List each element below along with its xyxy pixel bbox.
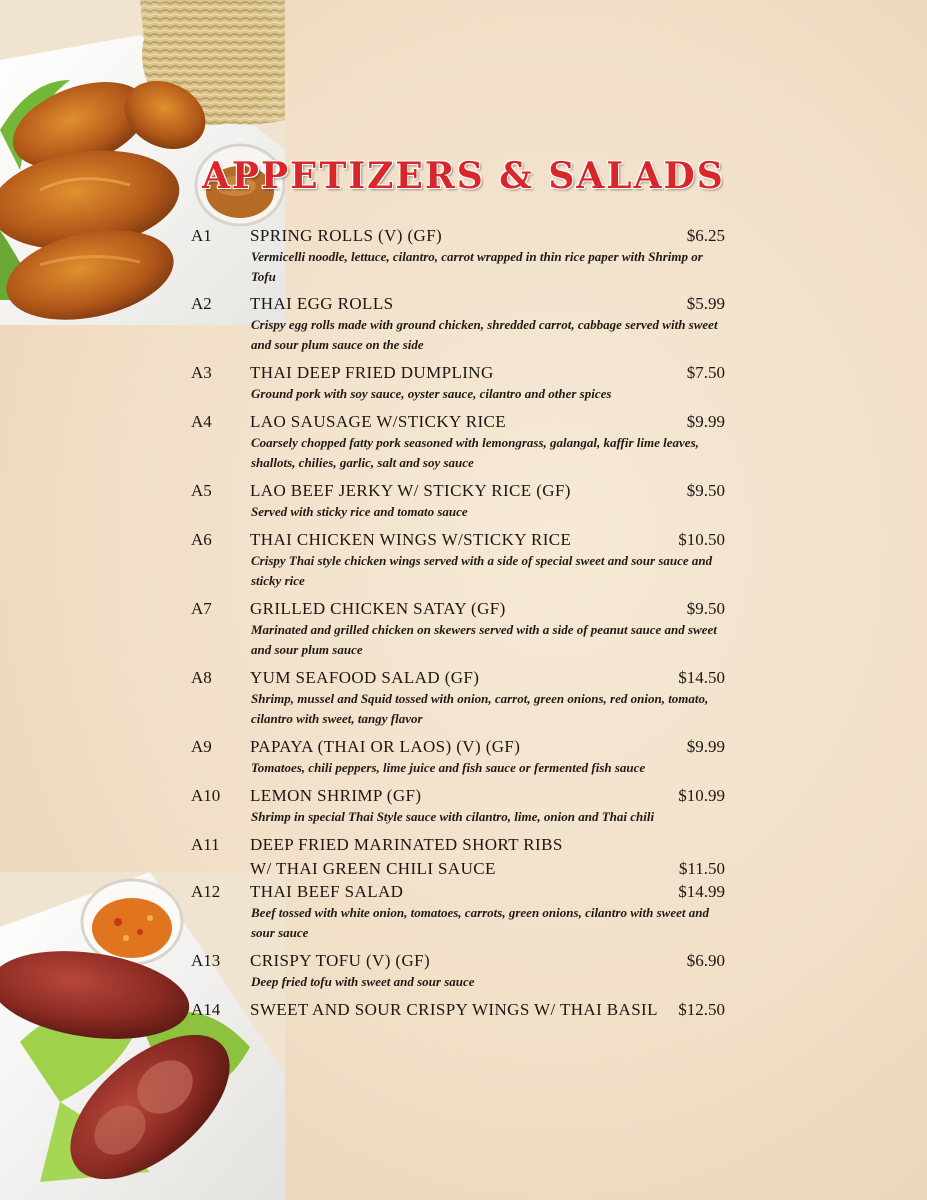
item-name: GRILLED CHICKEN SATAY (GF) [250, 599, 506, 618]
item-price: $12.50 [678, 1000, 725, 1019]
item-price: $9.99 [686, 737, 725, 756]
item-price: $14.50 [678, 668, 725, 687]
item-price: $10.99 [678, 786, 725, 805]
item-code: A9 [191, 737, 212, 756]
item-description: Deep fried tofu with sweet and sour sauce [251, 974, 475, 989]
item-description: Marinated and grilled chicken on skewers served with a side of peanut sauce and sweet and sour plum sauce [251, 622, 717, 657]
item-name: CRISPY TOFU (V) (GF) [250, 951, 431, 970]
item-name: THAI EGG ROLLS [250, 294, 394, 313]
item-name: THAI CHICKEN WINGS W/STICKY RICE [250, 530, 572, 549]
item-description: Beef tossed with white onion, tomatoes, carrots, green onions, cilantro with sweet and sour sauce [251, 905, 709, 940]
item-name: LAO SAUSAGE W/STICKY RICE [250, 412, 507, 431]
item-description: Shrimp in special Thai Style sauce with cilantro, lime, onion and Thai chili [251, 809, 655, 824]
item-code: A5 [191, 481, 212, 500]
item-code: A14 [191, 1000, 221, 1019]
item-name: DEEP FRIED MARINATED SHORT RIBS [250, 835, 563, 854]
lao-sausage-photo [0, 872, 285, 1200]
item-name: PAPAYA (THAI OR LAOS) (V) (GF) [250, 737, 521, 756]
item-description: Coarsely chopped fatty pork seasoned with lemongrass, galangal, kaffir lime leaves, shallots, chilies, garlic, salt and soy sauce [251, 435, 699, 470]
item-description: Vermicelli noodle, lettuce, cilantro, carrot wrapped in thin rice paper with Shrimp or Tofu [251, 249, 703, 284]
item-code: A13 [191, 951, 221, 970]
item-price: $6.90 [686, 951, 725, 970]
item-price: $5.99 [686, 294, 725, 313]
item-name: SWEET AND SOUR CRISPY WINGS W/ THAI BASIL [250, 1000, 658, 1019]
item-price: $11.50 [678, 859, 725, 878]
item-name: THAI BEEF SALAD [250, 882, 404, 901]
item-code: A11 [191, 835, 220, 854]
item-description: Shrimp, mussel and Squid tossed with onion, carrot, green onions, red onion, tomato, cilantro with sweet, tangy flavor [251, 691, 709, 726]
item-code: A8 [191, 668, 212, 687]
item-description: Crispy Thai style chicken wings served with a side of special sweet and sour sauce and sticky rice [251, 553, 713, 588]
item-description: Crispy egg rolls made with ground chicken, shredded carrot, cabbage served with sweet and sour plum sauce on the side [251, 317, 718, 352]
item-code: A4 [191, 412, 212, 431]
item-name: LEMON SHRIMP (GF) [250, 786, 422, 805]
item-name: LAO BEEF JERKY W/ STICKY RICE (GF) [250, 481, 571, 500]
item-description: Tomatoes, chili peppers, lime juice and fish sauce or fermented fish sauce [251, 760, 646, 775]
item-name: THAI DEEP FRIED DUMPLING [250, 363, 494, 382]
item-price: $9.50 [686, 481, 725, 500]
item-code: A6 [191, 530, 212, 549]
item-price: $9.99 [686, 412, 725, 431]
item-description: Ground pork with soy sauce, oyster sauce, cilantro and other spices [251, 386, 612, 401]
item-name-line-2: W/ THAI GREEN CHILI SAUCE [250, 859, 496, 878]
item-code: A10 [191, 786, 221, 805]
item-price: $6.25 [686, 226, 725, 245]
item-price: $14.99 [678, 882, 725, 901]
item-name: SPRING ROLLS (V) (GF) [250, 226, 443, 245]
item-description: Served with sticky rice and tomato sauce [251, 504, 468, 519]
item-code: A7 [191, 599, 212, 618]
item-code: A1 [191, 226, 212, 245]
item-price: $7.50 [686, 363, 725, 382]
item-price: $9.50 [686, 599, 725, 618]
item-name: YUM SEAFOOD SALAD (GF) [250, 668, 480, 687]
item-code: A2 [191, 294, 212, 313]
item-price: $10.50 [678, 530, 725, 549]
item-code: A12 [191, 882, 221, 901]
item-code: A3 [191, 363, 212, 382]
section-title: APPETIZERS & SALADS [202, 155, 725, 197]
